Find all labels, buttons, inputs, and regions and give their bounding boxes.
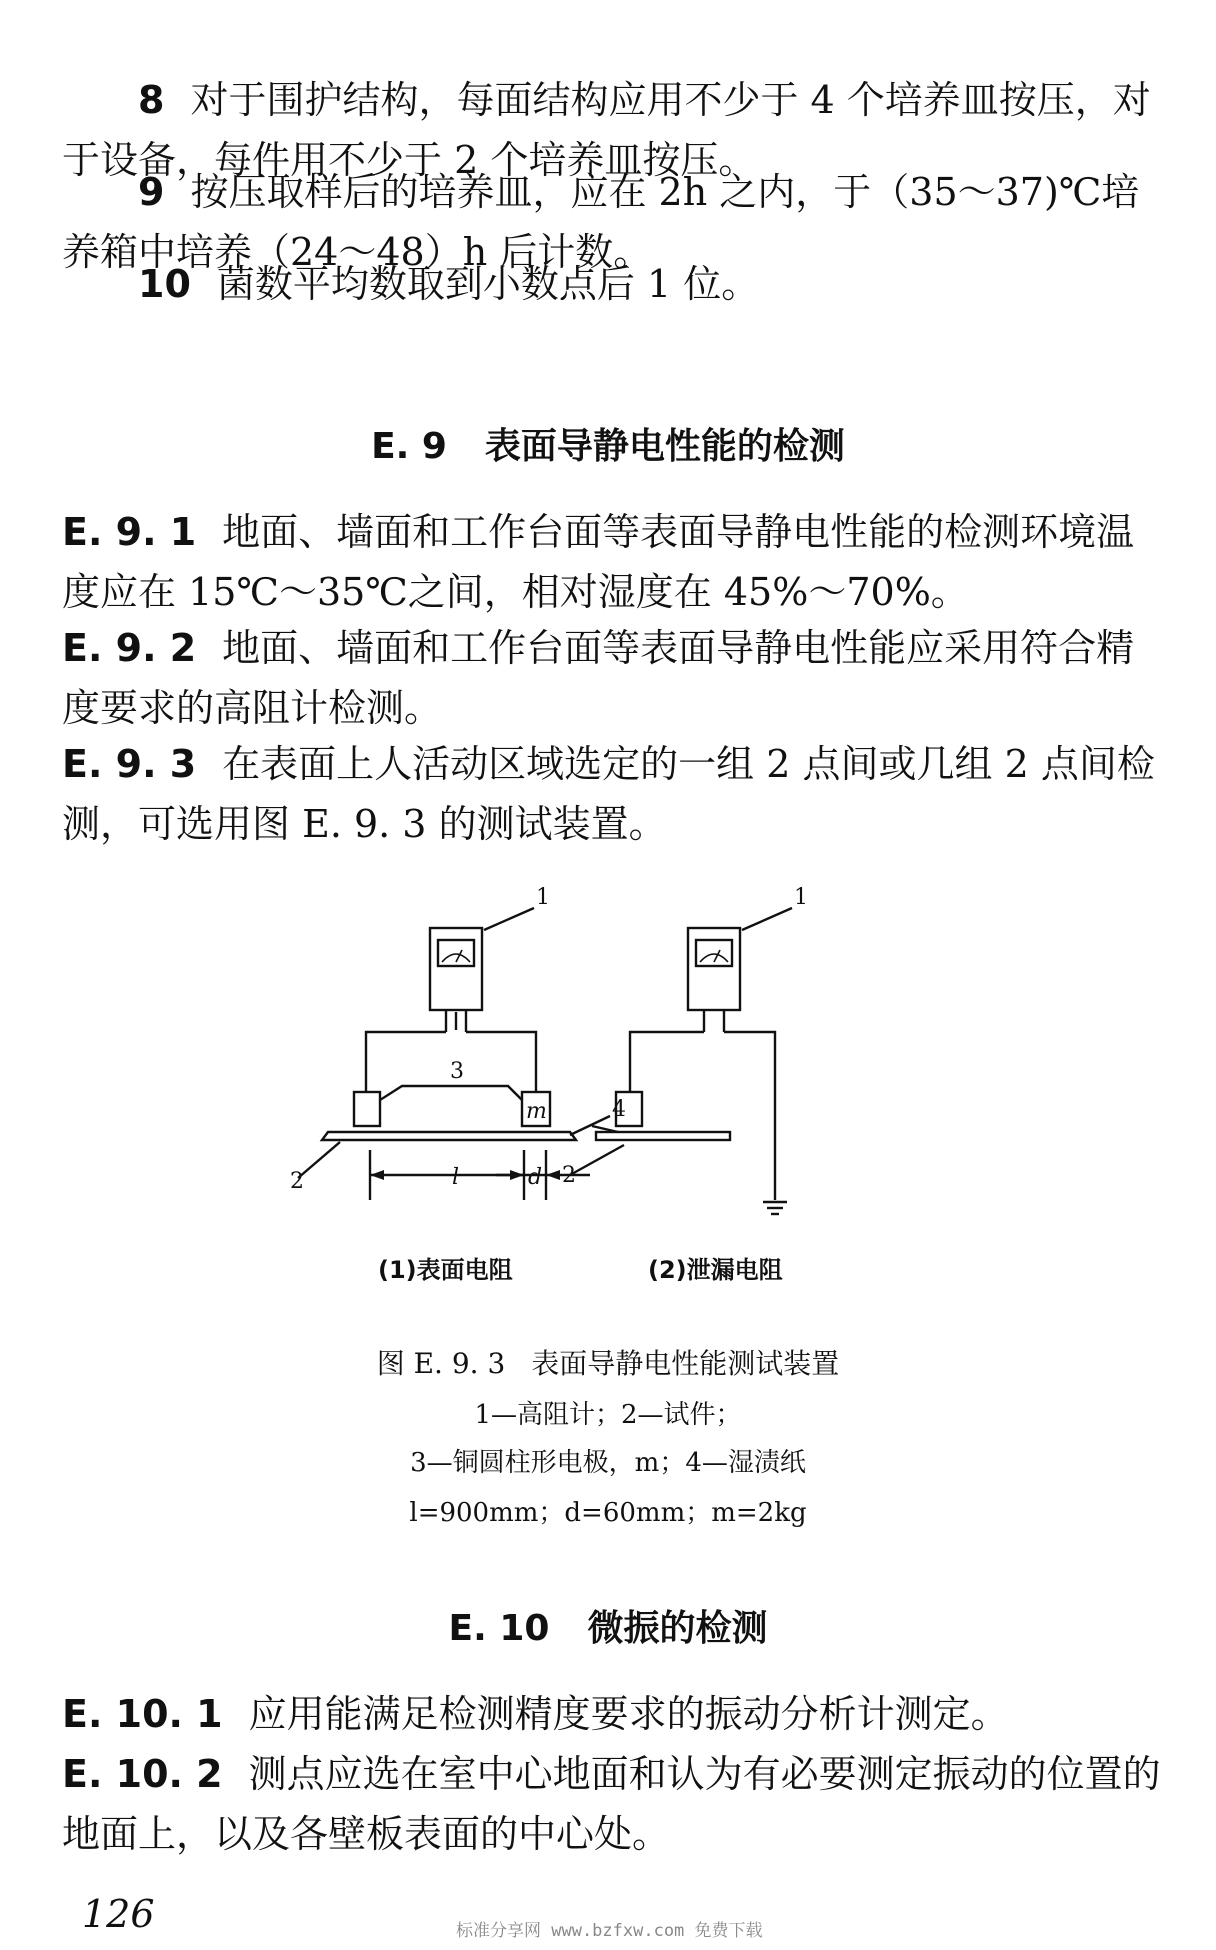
wire-left-1: [366, 1032, 446, 1092]
clause-text: 测点应选在室中心地面和认为有必要测定振动的位置的地面上，以及各壁板表面的中心处。: [62, 1752, 1161, 1856]
page-number: 126: [82, 1892, 155, 1936]
meter-dial-left: [438, 940, 474, 966]
clause-e9-2: [62, 618, 1162, 738]
clause-number: E. 9. 1: [62, 510, 197, 554]
section-title: 表面导静电性能的检测: [484, 426, 845, 467]
item-number: 9: [138, 170, 165, 214]
electrode-left: [354, 1092, 380, 1126]
label-m: m: [526, 1099, 547, 1124]
clause-e10-2: [62, 1744, 1162, 1864]
label-d: d: [528, 1165, 543, 1190]
test-apparatus-figure: [270, 870, 970, 1300]
item-text: 对于围护结构，每面结构应用不少于 4 个培养皿按压，对于设备，每件用不少于 2 个培养皿按压。: [62, 78, 1151, 182]
meter-dial-right: [696, 940, 732, 966]
item-text: 按压取样后的培养皿，应在 2h 之内，于（35～37)℃培养箱中培养（24～48）h 后计数。: [62, 170, 1140, 274]
clause-e10-1: [62, 1684, 1162, 1744]
section-heading-e9: [0, 418, 1216, 469]
connection-3: [380, 1086, 522, 1100]
item-number: 10: [138, 262, 191, 306]
label-l: l: [452, 1165, 460, 1190]
section-number: E. 9: [371, 426, 447, 467]
item-text: 菌数平均数取到小数点后 1 位。: [216, 262, 760, 306]
section-title: 微振的检测: [587, 1608, 768, 1649]
figure-legend-3: l=900mm；d=60mm；m=2kg: [409, 1498, 807, 1528]
item-10: [62, 254, 1162, 314]
figure-title: 表面导静电性能测试装置: [531, 1347, 840, 1380]
clause-number: E. 9. 3: [62, 742, 197, 786]
label-2-right: 2: [562, 1163, 576, 1188]
subfigure-1-caption: (1)表面电阻: [378, 1256, 513, 1284]
figure-caption: [0, 1342, 1216, 1382]
label-4: 4: [612, 1097, 626, 1122]
clause-text: 地面、墙面和工作台面等表面导静电性能的检测环境温度应在 15℃～35℃之间，相对湿度在 45%～70%。: [62, 510, 1135, 614]
section-heading-e10: [0, 1600, 1216, 1651]
clause-text: 地面、墙面和工作台面等表面导静电性能应采用符合精度要求的高阻计检测。: [62, 626, 1135, 730]
item-number: 8: [138, 78, 165, 122]
clause-number: E. 10. 1: [62, 1692, 223, 1736]
section-number: E. 10: [448, 1608, 550, 1649]
label-1-left: 1: [536, 885, 550, 910]
clause-e9-3: [62, 734, 1162, 854]
clause-text: 应用能满足检测精度要求的振动分析计测定。: [248, 1692, 1009, 1736]
clause-number: E. 10. 2: [62, 1752, 223, 1796]
wire-left-2: [466, 1032, 536, 1092]
label-2-left: 2: [290, 1169, 304, 1194]
watermark: 标准分享网 www.bzfxw.com 免费下载: [456, 1921, 763, 1941]
label-1-right: 1: [794, 885, 808, 910]
figure-legend-1: 1—高阻计；2—试件；: [474, 1400, 742, 1430]
wire-right-1: [630, 1032, 704, 1092]
label-3: 3: [450, 1059, 464, 1084]
specimen-left: [322, 1132, 576, 1140]
subfigure-2-caption: (2)泄漏电阻: [648, 1256, 783, 1284]
figure-legend-2: 3—铜圆柱形电极，m；4—湿渍纸: [410, 1448, 806, 1478]
clause-number: E. 9. 2: [62, 626, 197, 670]
clause-e9-1: [62, 502, 1162, 622]
clause-text: 在表面上人活动区域选定的一组 2 点间或几组 2 点间检测，可选用图 E. 9. 3 的测试装置。: [62, 742, 1155, 846]
figure-number: 图 E. 9. 3: [376, 1347, 506, 1380]
specimen-right: [596, 1132, 730, 1140]
wire-right-ground: [724, 1032, 775, 1200]
